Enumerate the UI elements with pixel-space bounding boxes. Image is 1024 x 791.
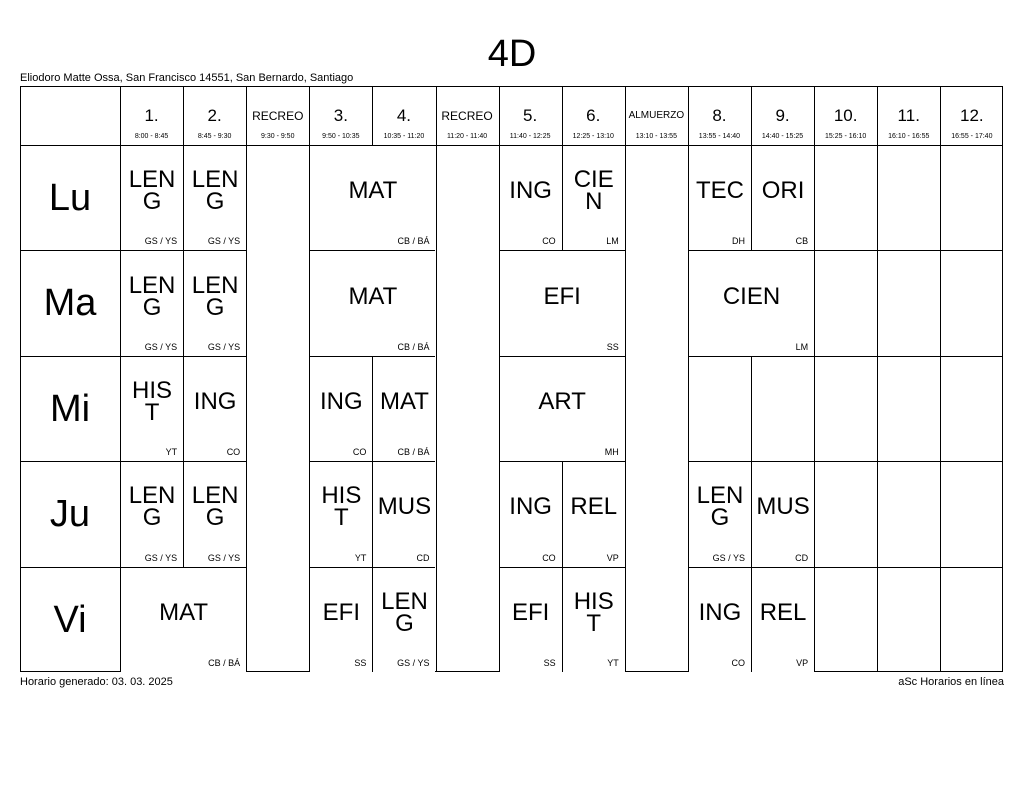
period-time: 9:50 - 10:35 <box>322 133 360 140</box>
lesson-teacher: MH <box>604 447 619 458</box>
period-time: 13:55 - 14:40 <box>698 133 741 140</box>
lesson-subject: HIST <box>321 482 362 532</box>
period-time: 9:30 - 9:50 <box>261 133 295 140</box>
lesson-card[interactable] <box>373 568 435 672</box>
period-header <box>183 87 246 145</box>
column-divider <box>436 87 437 671</box>
lesson-teacher: CO <box>352 447 367 458</box>
period-name: 1. <box>144 106 159 125</box>
lesson-subject: LENG <box>191 482 239 532</box>
lesson-card[interactable] <box>121 568 246 672</box>
period-header <box>309 87 372 145</box>
period-name: 11. <box>897 106 920 125</box>
lesson-card[interactable] <box>752 146 814 250</box>
lesson-subject: EFI <box>322 598 361 626</box>
lesson-subject: CIEN <box>722 282 781 310</box>
column-divider <box>940 87 941 671</box>
period-header <box>436 87 499 145</box>
day-label: Ma <box>43 282 97 325</box>
lesson-teacher: CO <box>542 552 556 563</box>
lesson-subject: MUS <box>756 493 810 521</box>
lesson-teacher: VP <box>796 657 809 668</box>
lesson-subject: HIST <box>132 376 173 426</box>
lesson-subject: EFI <box>511 598 550 626</box>
period-name: ALMUERZO <box>628 110 685 121</box>
lesson-subject: MAT <box>348 177 398 205</box>
column-divider <box>625 87 626 671</box>
period-name: 6. <box>586 106 601 125</box>
lesson-teacher: CB / BÁ <box>397 341 430 352</box>
period-time: 11:20 - 11:40 <box>446 133 488 140</box>
lesson-card[interactable] <box>121 357 183 461</box>
period-name: 5. <box>523 106 538 125</box>
period-header <box>877 87 940 145</box>
period-header <box>814 87 877 145</box>
lesson-teacher: GS / YS <box>144 341 178 352</box>
column-divider <box>246 87 247 671</box>
period-header <box>120 87 183 145</box>
lesson-teacher: GS / YS <box>397 657 430 668</box>
period-header <box>625 87 688 145</box>
lesson-subject: ING <box>509 493 552 521</box>
period-time: 15:25 - 16:10 <box>825 133 867 140</box>
lesson-card[interactable] <box>689 146 751 250</box>
lesson-teacher: GS / YS <box>207 236 241 247</box>
page-title: 4D <box>487 33 537 75</box>
lesson-card[interactable] <box>689 568 751 672</box>
lesson-teacher: GS / YS <box>144 236 178 247</box>
lesson-subject: LENG <box>191 166 239 216</box>
lesson-teacher: CB / BÁ <box>397 447 430 458</box>
row-divider <box>688 356 1002 357</box>
timetable-grid <box>20 86 1003 672</box>
lesson-subject: MUS <box>377 493 432 521</box>
lesson-subject: LENG <box>128 271 176 321</box>
lesson-card[interactable] <box>310 251 435 355</box>
period-name: RECREO <box>441 109 493 123</box>
lesson-card[interactable] <box>184 357 246 461</box>
lesson-card[interactable] <box>500 568 562 672</box>
lesson-card[interactable] <box>689 251 814 355</box>
period-time: 8:00 - 8:45 <box>134 133 169 140</box>
period-time: 12:25 - 13:10 <box>572 133 614 140</box>
lesson-subject: ING <box>320 387 363 415</box>
lesson-card[interactable] <box>121 462 183 566</box>
lesson-teacher: CO <box>731 657 745 668</box>
lesson-teacher: YT <box>165 447 178 458</box>
lesson-teacher: CO <box>226 447 241 458</box>
period-name: 9. <box>775 106 790 125</box>
lesson-card[interactable] <box>500 251 625 355</box>
lesson-card[interactable] <box>184 251 246 355</box>
period-time: 13:10 - 13:55 <box>635 133 677 140</box>
lesson-teacher: GS / YS <box>207 552 241 563</box>
brand-label: aSc Horarios en línea <box>898 676 1004 688</box>
period-name: 8. <box>712 106 727 125</box>
lesson-teacher: LM <box>795 341 809 352</box>
column-divider <box>814 87 815 671</box>
period-header <box>562 87 625 145</box>
lesson-teacher: CO <box>542 236 556 247</box>
period-header <box>499 87 562 145</box>
lesson-subject: HIST <box>573 587 614 637</box>
period-name: 10. <box>833 106 858 125</box>
lesson-card[interactable] <box>310 462 372 566</box>
lesson-teacher: SS <box>354 657 367 668</box>
lesson-subject: ING <box>193 387 237 415</box>
day-label: Mi <box>49 387 91 430</box>
lesson-card[interactable] <box>373 462 435 566</box>
lesson-card[interactable] <box>689 462 751 566</box>
lesson-subject: ING <box>509 177 552 205</box>
lesson-card[interactable] <box>310 568 372 672</box>
lesson-card[interactable] <box>500 357 625 461</box>
lesson-subject: ART <box>538 387 586 415</box>
lesson-card[interactable] <box>310 357 372 461</box>
lesson-card[interactable] <box>500 146 562 250</box>
lesson-subject: CIEN <box>573 166 614 216</box>
period-time: 14:40 - 15:25 <box>761 133 804 140</box>
period-time: 16:10 - 16:55 <box>888 133 930 140</box>
lesson-card[interactable] <box>184 146 246 250</box>
lesson-subject: REL <box>759 598 807 626</box>
lesson-teacher: VP <box>606 552 619 563</box>
lesson-card[interactable] <box>373 357 435 461</box>
lesson-teacher: GS / YS <box>712 552 745 563</box>
lesson-teacher: CB <box>795 236 809 247</box>
lesson-teacher: GS / YS <box>207 341 241 352</box>
lesson-subject: MAT <box>379 387 429 415</box>
lesson-subject: ORI <box>761 177 805 205</box>
day-label: Ju <box>49 493 91 536</box>
period-time: 11:40 - 12:25 <box>509 133 551 140</box>
lesson-card[interactable] <box>563 462 625 566</box>
lesson-teacher: CD <box>795 552 809 563</box>
period-time: 16:55 - 17:40 <box>951 133 993 140</box>
lesson-subject: MAT <box>348 282 398 310</box>
lesson-card[interactable] <box>752 568 814 672</box>
lesson-teacher: SS <box>606 341 619 352</box>
period-header <box>246 87 309 145</box>
lesson-subject: ING <box>698 598 742 626</box>
period-header <box>372 87 435 145</box>
generated-date: Horario generado: 03. 03. 2025 <box>20 676 173 688</box>
lesson-card[interactable] <box>752 462 814 566</box>
period-header <box>688 87 751 145</box>
lesson-subject: LENG <box>128 482 176 532</box>
period-time: 10:35 - 11:20 <box>383 133 425 140</box>
lesson-subject: LENG <box>128 166 176 216</box>
lesson-subject: LENG <box>381 587 428 637</box>
lesson-teacher: CB / BÁ <box>397 236 430 247</box>
column-divider <box>877 87 878 671</box>
period-name: 2. <box>207 106 222 125</box>
school-address: Eliodoro Matte Ossa, San Francisco 14551, San Bernardo, Santiago <box>20 72 354 84</box>
lesson-teacher: YT <box>607 657 619 668</box>
lesson-teacher: CD <box>416 552 430 563</box>
period-name: 12. <box>960 106 984 125</box>
lesson-subject: LENG <box>191 271 239 321</box>
lesson-subject: REL <box>570 493 618 521</box>
period-name: 3. <box>333 106 348 125</box>
lesson-card[interactable] <box>121 251 183 355</box>
day-label: Vi <box>53 598 87 641</box>
lesson-subject: EFI <box>543 282 581 310</box>
lesson-card[interactable] <box>184 462 246 566</box>
lesson-card[interactable] <box>310 146 435 250</box>
period-name: RECREO <box>252 109 304 123</box>
lesson-subject: TEC <box>695 177 744 205</box>
period-time: 8:45 - 9:30 <box>197 133 232 140</box>
lesson-card[interactable] <box>563 146 625 250</box>
period-name: 4. <box>396 106 412 125</box>
lesson-card[interactable] <box>500 462 562 566</box>
lesson-subject: MAT <box>159 598 209 626</box>
period-header <box>751 87 814 145</box>
lesson-teacher: GS / YS <box>144 552 178 563</box>
period-header <box>940 87 1003 145</box>
lesson-card[interactable] <box>121 146 183 250</box>
lesson-teacher: CB / BÁ <box>208 657 241 668</box>
lesson-teacher: YT <box>354 552 367 563</box>
day-label: Lu <box>48 177 92 219</box>
lesson-card[interactable] <box>563 568 625 672</box>
lesson-subject: LENG <box>696 482 744 532</box>
lesson-teacher: SS <box>543 657 556 668</box>
lesson-teacher: LM <box>606 236 619 247</box>
lesson-teacher: DH <box>731 236 745 247</box>
